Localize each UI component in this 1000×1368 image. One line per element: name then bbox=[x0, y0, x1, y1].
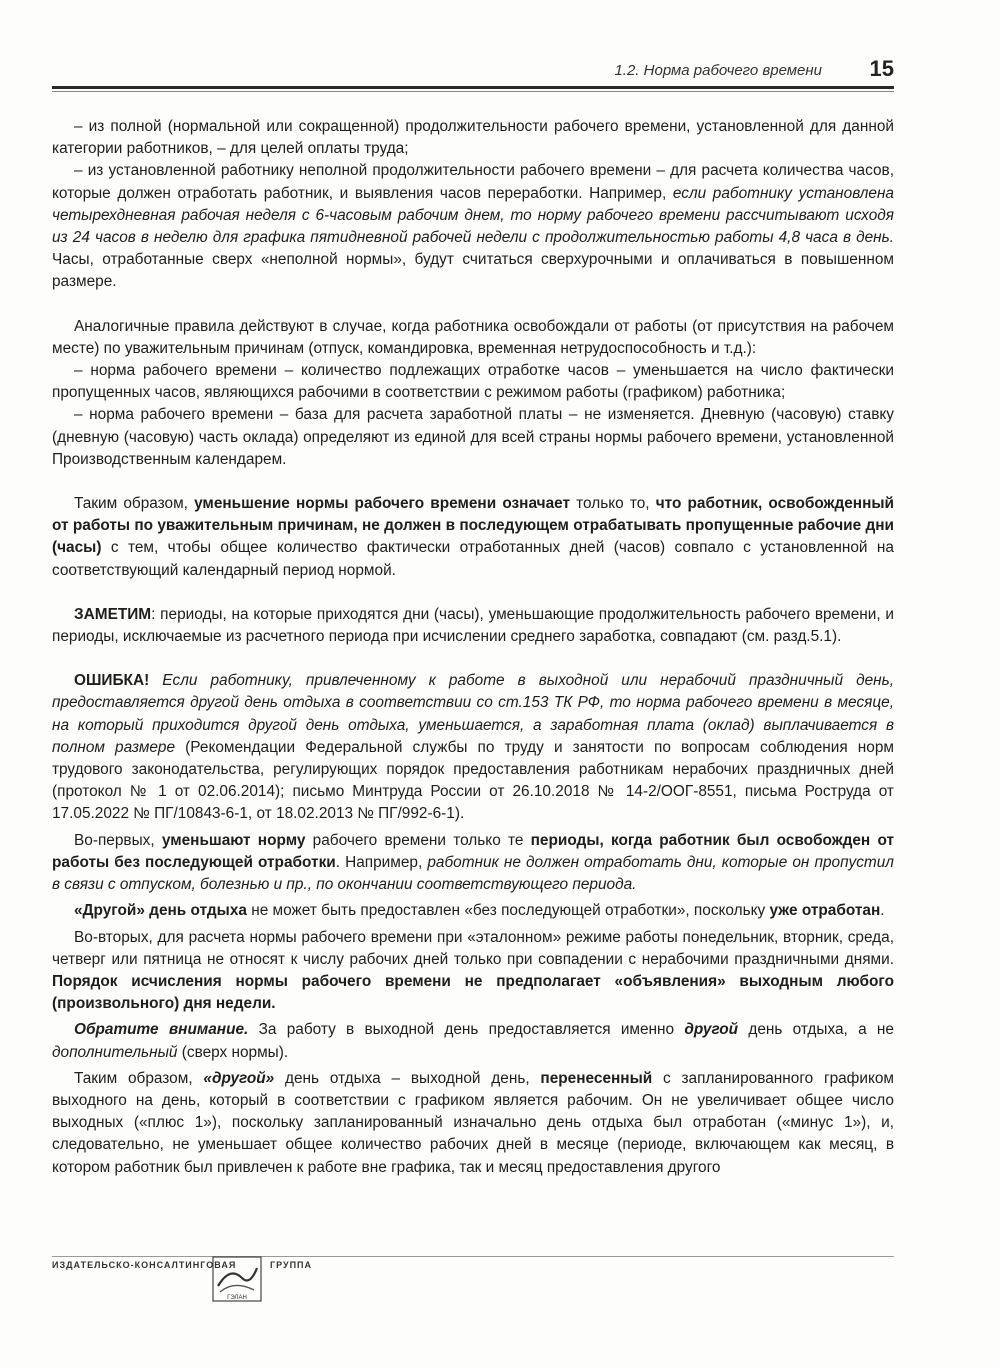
emphasis-run: «другой» bbox=[203, 1069, 275, 1087]
paragraph bbox=[52, 404, 894, 471]
section-title: 1.2. Норма рабочего времени bbox=[614, 62, 822, 79]
publisher-logo-icon bbox=[212, 1256, 262, 1302]
text-run: (Рекомендации Федеральной службы по труду и занятости по вопросам соблюдения норм трудового законодательства, регулирующих порядок предоставления работникам нерабочих праздничных дней (протокол № 1 от 02.06.2014); письмо Минтруда России от 26.10.2018 № 14-2/ООГ-8551, письма Роструда от 17.05.2022 № ПГ/10843-6-1, от 18.02.2013 № ПГ/992-6-1). bbox=[52, 738, 894, 823]
footer-rule bbox=[52, 1256, 894, 1257]
text-run: Таким образом, bbox=[74, 495, 195, 513]
text-run: Во-вторых, для расчета нормы рабочего времени при «эталонном» режиме работы понедельник, вторник, среда, четверг или пятница не относят к числу рабочих дней только при совпадении с нерабочими праздничными днями. bbox=[52, 928, 894, 968]
page-number: 15 bbox=[869, 56, 894, 81]
body-text bbox=[52, 116, 894, 1179]
text-run: За работу в выходной день предоставляется именно bbox=[248, 1021, 685, 1039]
emphasis-run: работник не должен отработать дни, которые он пропустил в связи с отпуском, болезнью и пр., по окончании соответствующего периода. bbox=[52, 853, 894, 894]
footer bbox=[52, 1248, 894, 1308]
header-rule bbox=[52, 86, 894, 89]
emphasis-run: если работнику установлена четырехдневная рабочая неделя с 6-часовым рабочим днем, то норму рабочего времени рассчитывают исходя из 24 часов в неделю для графика пятидневной рабочей недели с продолжительностью работы 4,8 часа в день. bbox=[52, 184, 894, 247]
text-run: : периоды, на которые приходятся дни (часы), уменьшающие продолжительность рабочего времени, и периоды, исключаемые из расчетного периода при исчислении среднего заработка, совпадают (см. разд.5.1). bbox=[52, 605, 894, 646]
text-run: (сверх нормы). bbox=[177, 1043, 289, 1061]
text-run: день отдыха – выходной день, bbox=[274, 1069, 541, 1087]
emphasis-run: «Другой» день отдыха bbox=[74, 902, 247, 920]
paragraph bbox=[52, 927, 894, 1016]
paragraph bbox=[52, 160, 894, 293]
text-run: только то, bbox=[570, 495, 656, 513]
paragraph bbox=[52, 1068, 894, 1179]
emphasis-run: уменьшают норму bbox=[161, 831, 306, 849]
paragraph bbox=[52, 116, 894, 160]
emphasis-run: уже отработан bbox=[769, 902, 881, 920]
paragraph bbox=[52, 830, 894, 897]
logo-text: ГЭЛАН bbox=[227, 1295, 247, 1301]
text-run: Таким образом, bbox=[74, 1069, 204, 1087]
text-run: – из полной (нормальной или сокращенной) продолжительности рабочего времени, установленной для данной категории работников, – для целей оплаты труда; bbox=[52, 118, 894, 158]
paragraph bbox=[52, 604, 894, 648]
text-run: – норма рабочего времени – база для расчета заработной платы – не изменяется. Дневную (часовую) ставку (дневную (часовую) часть оклада) определяют из единой для всей страны нормы рабочего времени, установленной Производственным календарем. bbox=[52, 406, 894, 468]
emphasis-run: ЗАМЕТИМ bbox=[74, 605, 152, 623]
emphasis-run: другой bbox=[684, 1021, 739, 1039]
paragraph bbox=[52, 670, 894, 825]
emphasis-run: дополнительный bbox=[52, 1043, 178, 1061]
emphasis-run: уменьшение нормы рабочего времени означает bbox=[194, 495, 571, 513]
text-run: не может быть предоставлен «без последующей отработки», поскольку bbox=[246, 902, 770, 920]
text-run: с тем, чтобы общее количество фактически отработанных дней (часов) совпало с установленной на соответствующий календарный период нормой. bbox=[52, 539, 894, 579]
paragraph bbox=[52, 900, 894, 922]
text-run: рабочего времени только те bbox=[305, 831, 531, 849]
emphasis-run: периоды, когда работник был освобожден от работы без последующей отработки bbox=[52, 831, 895, 871]
paragraph bbox=[52, 1019, 894, 1063]
text-run: . Например, bbox=[335, 853, 428, 871]
running-header bbox=[52, 56, 896, 86]
text-run: Во-первых, bbox=[74, 831, 162, 849]
publisher-group: ГРУППА bbox=[270, 1260, 313, 1270]
emphasis-run: Обратите внимание. bbox=[74, 1021, 249, 1039]
emphasis-run: Порядок исчисления нормы рабочего времени не предполагает «объявления» выходным любого (произвольного) дня недели. bbox=[52, 972, 894, 1013]
text-run: . bbox=[880, 902, 885, 920]
header-rule-thin bbox=[52, 91, 894, 92]
emphasis-run: Если работнику, привлеченному к работе в выходной или нерабочий праздничный день, предоставляется другой день отдыха в соответствии со ст.153 ТК РФ, то норма рабочего времени в месяце, на который приходится другой день отдыха, уменьшается, а заработная плата (оклад) выплачивается в полном размере bbox=[52, 672, 894, 756]
paragraph bbox=[52, 360, 894, 404]
emphasis-run: что работник, освобожденный от работы по уважительным причинам, не должен в последующем отрабатывать пропущенные рабочие дни (часы) bbox=[52, 495, 894, 557]
publisher-name: ИЗДАТЕЛЬСКО-КОНСАЛТИНГОВАЯ bbox=[52, 1260, 237, 1270]
text-run: с запланированного графиком выходного на день, который в соответствии с графиком является рабочим. Он не увеличивает общее число выходных («плюс 1»), поскольку запланированный изначально день отдыха был отработан («минус 1»), и, следовательно, не уменьшает общее количество рабочих дней в месяце (периоде, включающем как месяц, в котором работник был привлечен к работе вне графика, так и месяц предоставления другого bbox=[52, 1069, 894, 1176]
text-run: день отдыха, а не bbox=[738, 1021, 894, 1039]
emphasis-run: ОШИБКА! bbox=[74, 672, 150, 690]
text-run: – из установленной работнику неполной продолжительности рабочего времени – для расчета количества часов, которые должен отработать работник, и выявления часов переработки. Например, bbox=[52, 162, 894, 202]
text-run: – норма рабочего времени – количество подлежащих отработке часов – уменьшается на число фактически пропущенных часов, являющихся рабочими в соответствии с режимом работы (графиком) работника; bbox=[52, 362, 894, 402]
text-run: Часы, отработанные сверх «неполной нормы», будут считаться сверхурочными и оплачиваться в повышенном размере. bbox=[52, 251, 894, 291]
emphasis-run: перенесенный bbox=[540, 1069, 653, 1087]
paragraph bbox=[52, 493, 894, 582]
text-run bbox=[149, 672, 162, 689]
text-run: Аналогичные правила действуют в случае, когда работника освобождали от работы (от присутствия на рабочем месте) по уважительным причинам (отпуск, командировка, временная нетрудоспособность и т.д.): bbox=[52, 317, 894, 357]
paragraph bbox=[52, 316, 894, 360]
